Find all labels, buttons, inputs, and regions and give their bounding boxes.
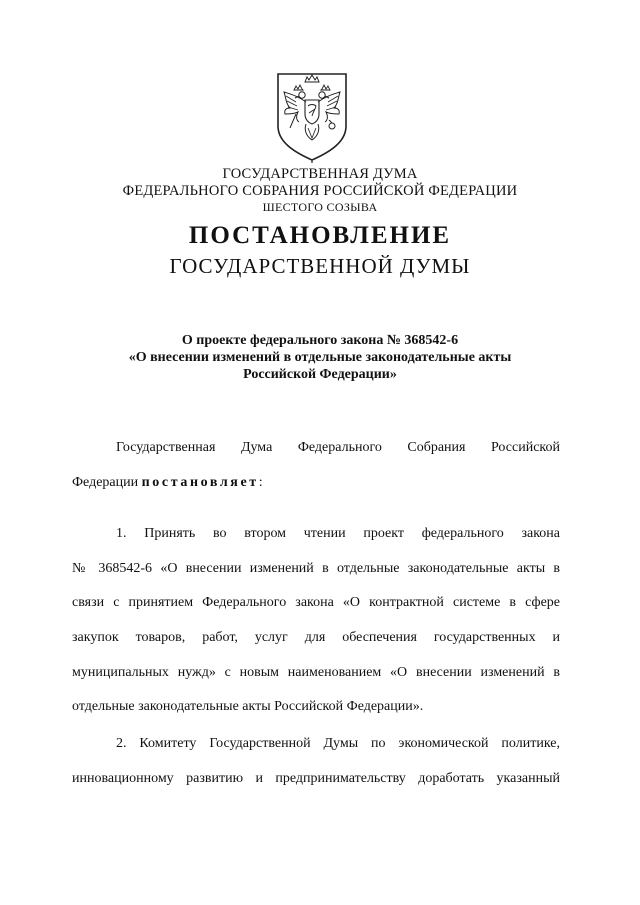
- org-line-2: ФЕДЕРАЛЬНОГО СОБРАНИЯ РОССИЙСКОЙ ФЕДЕРАЦИИ: [122, 183, 518, 199]
- preamble-text-end: :: [258, 475, 263, 490]
- item-1-line-5: муниципальных нужд» с новым наименованием «О внесении изменений в: [72, 665, 560, 680]
- preamble-line-2: [72, 475, 560, 491]
- resolves-word: постановляет: [141, 475, 259, 490]
- preamble-text-start: Федерации: [72, 475, 142, 490]
- org-line-1: ГОСУДАРСТВЕННАЯ ДУМА: [222, 166, 418, 182]
- document-type-subtitle: ГОСУДАРСТВЕННОЙ ДУМЫ: [169, 254, 471, 278]
- item-1-line-6: отдельные законодательные акты Российской Федерации».: [72, 699, 424, 714]
- coat-of-arms-emblem: [272, 68, 352, 164]
- convocation-line: ШЕСТОГО СОЗЫВА: [262, 200, 378, 214]
- subject-line-3: Российской Федерации»: [243, 367, 397, 382]
- item-1-line-3: связи с принятием Федерального закона «О контрактной системе в сфере: [72, 595, 560, 610]
- subject-line-1: О проекте федерального закона № 368542-6: [181, 333, 459, 348]
- item-2-line-1: 2. Комитету Государственной Думы по экономической политике,: [116, 736, 560, 751]
- item-1-line-1: 1. Принять во втором чтении проект федерального закона: [116, 526, 560, 541]
- item-2-line-2: инновационному развитию и предпринимательству доработать указанный: [72, 771, 560, 786]
- subject-line-2: «О внесении изменений в отдельные законодательные акты: [128, 350, 512, 365]
- item-1-line-4: закупок товаров, работ, услуг для обеспечения государственных и: [72, 630, 560, 645]
- document-subject: [0, 332, 640, 383]
- item-1-line-2: № 368542-6 «О внесении изменений в отдельные законодательные акты в: [72, 561, 560, 576]
- document-type-title: ПОСТАНОВЛЕНИЕ: [188, 222, 452, 249]
- preamble-line-1: Государственная Дума Федерального Собрания Российской: [116, 440, 560, 455]
